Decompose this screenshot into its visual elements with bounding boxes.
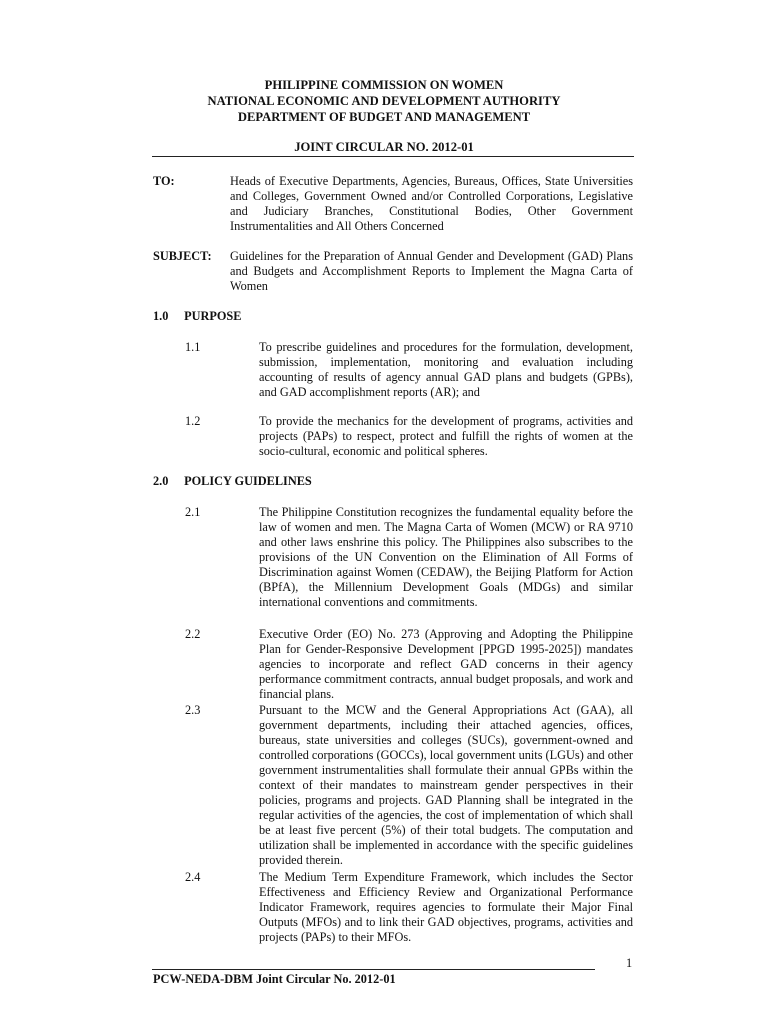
item-number: 2.4 — [185, 870, 201, 884]
header-rule — [152, 156, 634, 157]
item-number: 1.1 — [185, 340, 201, 354]
item-text: Executive Order (EO) No. 273 (Approving and Adopting the Philippine Plan for Gender-Responsive Development [PPGD 1995-2025]) mandates agencies to incorporate and reflect GAD concerns in their agency performance commitment contracts, annual budget proposals, and work and financial plans. — [259, 627, 633, 701]
item-text: Pursuant to the MCW and the General Appropriations Act (GAA), all government departments, including their attached agencies, offices, bureaus, state universities and colleges (SUCs), government-owned and controlled corporations (GOCCs), local government units (LGUs) and other government instrumentalities shall formulate their annual GPBs within the context of their mandates to mainstream gender perspectives in their policies, programs and projects. GAD Planning shall be integrated in the regular activities of the agencies, the cost of implementation of which shall be at least five percent (5%) of their total budgets. The computation and utilization shall be implemented in accordance with the specific guidelines provided therein. — [259, 703, 633, 867]
issuing-agencies — [0, 77, 768, 125]
item-text: The Medium Term Expenditure Framework, which includes the Sector Effectiveness and Efficiency Review and Organizational Performance Indicator Framework, requires agencies to formulate their Major Final Outputs (MFOs) and to link their GAD objectives, programs, activities and projects (PAPs) to their MFOs. — [259, 870, 633, 944]
item-text: To prescribe guidelines and procedures for the formulation, development, submission, implementation, monitoring and evaluation including accounting of results of agency annual GAD plans and budgets (GPBs), and GAD accomplishment reports (AR); and — [259, 340, 633, 399]
circular-number: JOINT CIRCULAR NO. 2012-01 — [294, 140, 474, 154]
item-number: 1.2 — [185, 414, 201, 428]
page-number: 1 — [626, 956, 633, 970]
item-number: 2.2 — [185, 627, 201, 641]
section-heading-purpose — [153, 309, 241, 324]
agency-pcw: PHILIPPINE COMMISSION ON WOMEN — [264, 78, 504, 92]
subject-label: SUBJECT: — [153, 249, 212, 263]
agency-neda: NATIONAL ECONOMIC AND DEVELOPMENT AUTHORITY — [207, 94, 561, 108]
section-number: 2.0 — [153, 474, 169, 488]
section-number: 1.0 — [153, 309, 169, 323]
section-heading-policy-guidelines — [153, 474, 312, 489]
section-title: POLICY GUIDELINES — [184, 474, 312, 488]
subject-text: Guidelines for the Preparation of Annual Gender and Development (GAD) Plans and Budgets and Accomplishment Reports to Implement the Magna Carta of Women — [230, 249, 633, 293]
footer-rule — [152, 969, 595, 970]
to-label: TO: — [153, 174, 175, 188]
item-number: 2.1 — [185, 505, 201, 519]
footer-text: PCW-NEDA-DBM Joint Circular No. 2012-01 — [153, 972, 396, 986]
item-number: 2.3 — [185, 703, 201, 717]
to-recipients: Heads of Executive Departments, Agencies, Bureaus, Offices, State Universities and Colleges, Government Owned and/or Controlled Corporations, Legislative and Judiciary Branches, Constitutional Bodies, Other Government Instrumentalities and All Others Concerned — [230, 174, 633, 233]
item-text: The Philippine Constitution recognizes the fundamental equality before the law of women and men. The Magna Carta of Women (MCW) or RA 9710 and other laws enshrine this policy. The Philippines also subscribes to the provisions of the UN Convention on the Elimination of All Forms of Discrimination against Women (CEDAW), the Beijing Platform for Action (BPfA), the Millennium Development Goals (MDGs) and similar international conventions and commitments. — [259, 505, 633, 609]
section-title: PURPOSE — [184, 309, 242, 323]
item-text: To provide the mechanics for the development of programs, activities and projects (PAPs) to respect, protect and fulfill the rights of women at the socio-cultural, economic and political spheres. — [259, 414, 633, 458]
agency-dbm: DEPARTMENT OF BUDGET AND MANAGEMENT — [237, 110, 531, 124]
